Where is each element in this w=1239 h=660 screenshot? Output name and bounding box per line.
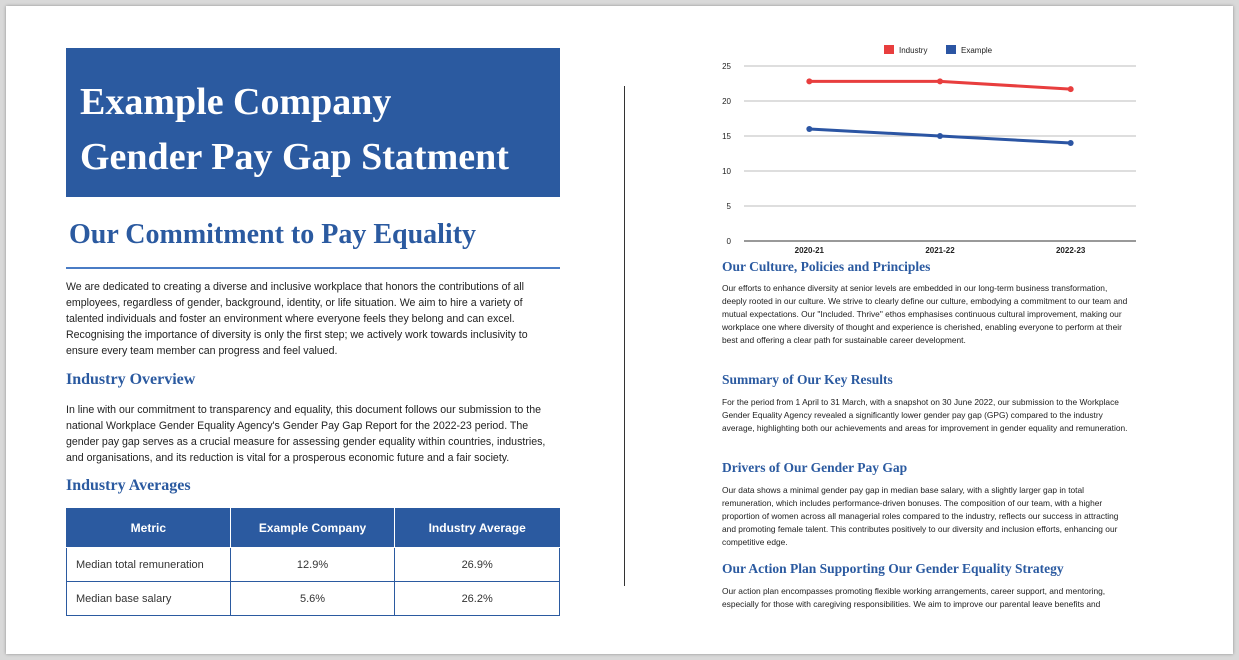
commitment-text: We are dedicated to creating a diverse and inclusive workplace that honors the contributions of all employees, regardless of gender, background, identity, or life situation. We aim to hire a variety of talented individuals and foster an environment where everyone feels they belong and can excel. Recognising the importance of diversity is only the first step; we actively work towards inclusivity to ensure every team member can progress and feel valued. bbox=[66, 281, 528, 357]
x-tick-label: 2021-22 bbox=[925, 246, 955, 255]
industry-overview-text: In line with our commitment to transparency and equality, this document follows our submission to the national Workplace Gender Equality Agency's Gender Pay Gap Report for the 2022-23 period. The gender pay gap serves as a crucial measure for assessing gender equality within countries, industries, and organisations, and its reduction is vital for a prosperous economic future and a fair society. bbox=[66, 404, 546, 464]
y-tick-label: 0 bbox=[726, 237, 731, 246]
heading-rule bbox=[66, 267, 560, 269]
legend-label: Example bbox=[961, 46, 993, 55]
x-tick-label: 2020-21 bbox=[794, 246, 825, 255]
data-point bbox=[937, 133, 943, 139]
legend-swatch bbox=[884, 45, 894, 54]
statement-title: Gender Pay Gap Statment bbox=[80, 136, 509, 178]
data-point bbox=[1068, 86, 1074, 92]
table-row bbox=[67, 582, 560, 616]
y-tick-label: 15 bbox=[722, 132, 731, 141]
y-tick-label: 20 bbox=[722, 97, 731, 106]
table-cell: 5.6% bbox=[230, 582, 395, 616]
company-title: Example Company bbox=[80, 81, 392, 123]
drivers-heading: Drivers of Our Gender Pay Gap bbox=[722, 460, 908, 475]
column-header: Metric bbox=[67, 509, 231, 548]
legend-swatch bbox=[946, 45, 956, 54]
table-cell: 26.9% bbox=[395, 548, 560, 582]
industry-averages-table bbox=[66, 508, 560, 616]
table-header-row bbox=[67, 509, 560, 548]
data-point bbox=[806, 78, 812, 84]
y-tick-label: 5 bbox=[726, 202, 731, 211]
data-point bbox=[1068, 140, 1074, 146]
table-cell: Median base salary bbox=[67, 582, 231, 616]
data-point bbox=[806, 126, 812, 132]
summary-heading: Summary of Our Key Results bbox=[722, 372, 893, 387]
action-plan-heading: Our Action Plan Supporting Our Gender Equality Strategy bbox=[722, 561, 1064, 576]
legend-label: Industry bbox=[899, 46, 928, 55]
pay-gap-line-chart bbox=[696, 31, 1136, 257]
y-tick-label: 10 bbox=[722, 167, 731, 176]
table-cell: 12.9% bbox=[230, 548, 395, 582]
document-page bbox=[6, 6, 1233, 654]
drivers-text: Our data shows a minimal gender pay gap in median base salary, with a slightly larger gap in total remuneration, which includes performance-driven bonuses. The composition of our team, with a higher proportion of women across all managerial roles compared to the industry, reflects our success in attracting and promoting female talent. This contributes positively to our diversity and inclusion efforts, enhancing our competitive edge. bbox=[722, 485, 1119, 547]
table-cell: 26.2% bbox=[395, 582, 560, 616]
table-cell: Median total remuneration bbox=[67, 548, 231, 582]
industry-averages-heading: Industry Averages bbox=[66, 477, 191, 494]
table-row bbox=[67, 548, 560, 582]
title-banner bbox=[66, 48, 560, 197]
action-plan-text: Our action plan encompasses promoting flexible working arrangements, career support, and mentoring, especially for those with caregiving responsibilities. We aim to improve our parental leave benefits and bbox=[722, 586, 1106, 609]
y-tick-label: 25 bbox=[722, 62, 731, 71]
culture-heading: Our Culture, Policies and Principles bbox=[722, 259, 931, 274]
column-header: Industry Average bbox=[395, 509, 560, 548]
commitment-heading: Our Commitment to Pay Equality bbox=[69, 219, 477, 250]
column-header: Example Company bbox=[230, 509, 395, 548]
industry-overview-heading: Industry Overview bbox=[66, 371, 196, 388]
summary-text: For the period from 1 April to 31 March, with a snapshot on 30 June 2022, our submission to the Workplace Gender Equality Agency revealed a significantly lower gender pay gap (GPG) compared to the industry average, highlighting both our achievements and areas for improvement in gender equality and remuneration. bbox=[722, 397, 1128, 433]
data-point bbox=[937, 78, 943, 84]
culture-text: Our efforts to enhance diversity at senior levels are embedded in our long-term business transformation, deeply rooted in our culture. We strive to clearly define our culture, embodying a commitment to our team and mutual expectations. Our "Included. Thrive" ethos emphasises continuous cultural improvement, making our workplace one where diversity of thought and experience is cherished, enabling everyone to perform at their best and offering a clear path for sustainable career development. bbox=[722, 283, 1128, 345]
x-tick-label: 2022-23 bbox=[1055, 246, 1086, 255]
column-divider bbox=[624, 86, 625, 586]
